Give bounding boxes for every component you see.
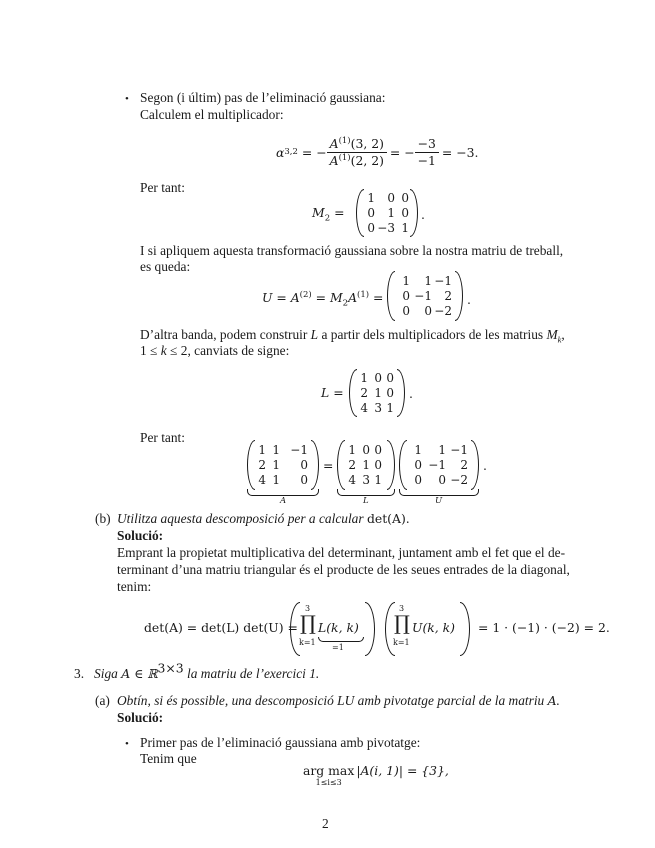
det-paren-2-right xyxy=(460,602,470,656)
l-term-underbrace xyxy=(318,637,364,642)
u-term: U(k, k) xyxy=(412,620,456,635)
a-cell: 4 xyxy=(258,472,266,487)
m2-cell: 0 xyxy=(367,205,375,220)
brace-label-a: A xyxy=(280,496,287,506)
lu-l-cell: 0 xyxy=(362,442,370,457)
lu-l-matrix xyxy=(337,440,395,490)
u-cell: 2 xyxy=(444,288,452,303)
lu-u-cell: −1 xyxy=(428,457,446,472)
part-b-para-3: tenim: xyxy=(117,579,152,594)
l-label: L = xyxy=(321,385,344,400)
part-b-solution-label: Solució: xyxy=(117,528,164,543)
prod-upper-2: 3 xyxy=(399,604,405,613)
l-cell: 0 xyxy=(386,385,394,400)
m2-cell: 1 xyxy=(401,220,409,235)
l-cell: 0 xyxy=(386,370,394,385)
alpha-eq-minus: = − xyxy=(301,144,327,160)
lu-eq: = xyxy=(323,458,334,473)
alpha-result: = −3. xyxy=(441,144,479,160)
lu-l-cell: 3 xyxy=(362,472,370,487)
lu-l-cell: 1 xyxy=(374,472,382,487)
lu-u-cell: 1 xyxy=(438,442,446,457)
m2-cell: 0 xyxy=(401,205,409,220)
l-cell: 0 xyxy=(374,370,382,385)
other-line-2: 1 ≤ k ≤ 2, canviats de signe: xyxy=(140,343,290,358)
apply-line-2: es queda: xyxy=(140,259,191,274)
lu-u-cell: −1 xyxy=(450,442,468,457)
lu-u-matrix xyxy=(399,440,479,490)
alpha-fraction-2: $\frac{-3}{-1}$ xyxy=(415,136,439,169)
other-line-1: D’altra banda, podem construir L a partir dels multiplicadors de les matrius $M_k$, xyxy=(140,327,565,345)
alpha-symbol: α xyxy=(276,144,285,160)
lu-u-cell: 2 xyxy=(460,457,468,472)
apply-line-1: I si apliquem aquesta transformació gaussiana sobre la nostra matriu de treball, xyxy=(140,243,564,258)
l-cell: 1 xyxy=(360,370,368,385)
m2-matrix xyxy=(356,189,418,237)
m2-cell: −3 xyxy=(377,220,395,235)
u-end: . xyxy=(467,292,471,307)
page-number: 2 xyxy=(322,816,329,831)
m2-cell: 1 xyxy=(367,190,375,205)
m2-label: $M_2$ = xyxy=(312,205,345,224)
u-cell: −1 xyxy=(414,288,432,303)
l-end: . xyxy=(409,386,413,401)
det-result: = 1 · (−1) · (−2) = 2. xyxy=(478,620,610,635)
l-cell: 1 xyxy=(386,400,394,415)
part-b-para-2: terminant d’una matriu triangular és el producte de les seues entrades de la diagonal, xyxy=(117,562,570,577)
prod-lower-2: k=1 xyxy=(393,638,410,647)
m2-cell: 0 xyxy=(387,190,395,205)
u-cell: −1 xyxy=(434,273,452,288)
a-cell: −1 xyxy=(290,442,308,457)
lu-l-cell: 0 xyxy=(374,457,382,472)
l-cell: 2 xyxy=(360,385,368,400)
det-paren-1-right xyxy=(365,602,375,656)
m2-cell: 1 xyxy=(387,205,395,220)
a-cell: 1 xyxy=(272,457,280,472)
per-tant-2: Per tant: xyxy=(140,430,185,445)
part-b-para-1: Emprant la propietat multiplicativa del determinant, juntament amb el fet que el de- xyxy=(117,545,566,560)
lu-u-cell: 1 xyxy=(414,442,422,457)
u-cell: 1 xyxy=(402,273,410,288)
underbrace-a xyxy=(247,489,319,496)
m2-cell: 0 xyxy=(401,190,409,205)
alpha-eq-minus-2: = − xyxy=(389,144,415,160)
a-matrix xyxy=(247,440,319,490)
l-cell: 3 xyxy=(374,400,382,415)
u-equation-lhs: $U = A^{(2)} = M_2A^{(1)}$ = xyxy=(262,289,384,309)
u-cell: 0 xyxy=(402,303,410,318)
brace-label-u: U xyxy=(435,496,443,506)
step2-calc-line: Calculem el multiplicador: xyxy=(140,107,284,122)
m2-cell: 0 xyxy=(367,220,375,235)
part-3a-label: (a) xyxy=(95,693,110,708)
u-cell: −2 xyxy=(434,303,452,318)
a-cell: 1 xyxy=(272,472,280,487)
det-paren-1-left xyxy=(290,602,300,656)
lu-u-cell: 0 xyxy=(438,472,446,487)
tenim-que: Tenim que xyxy=(140,751,197,766)
l-term: L(k, k) xyxy=(318,620,359,635)
prod-upper-1: 3 xyxy=(305,604,311,613)
m2-end: . xyxy=(421,207,425,222)
lu-l-cell: 1 xyxy=(362,457,370,472)
alpha-fraction: $\frac{A^{(1)}(3, 2)}{A^{(1)}(2, 2)}$ xyxy=(327,136,387,169)
part-b-label: (b) xyxy=(95,511,111,526)
det-lhs: det(A) = det(L) det(U) = xyxy=(144,620,298,635)
brace-label-l: L xyxy=(363,496,369,506)
argmax-expression: arg max 1≤i≤3 |A(i, 1)| = {3}, xyxy=(303,763,449,787)
prod-symbol-1: ∏ xyxy=(300,611,316,635)
exercise-3-statement: 3. Siga A ∈ ℝ$^{3\times 3}$ la matriu de l’exercici 1. xyxy=(74,660,320,681)
lu-end: . xyxy=(483,458,487,473)
underbrace-u xyxy=(399,489,479,496)
lu-l-cell: 1 xyxy=(348,442,356,457)
part-3a-solution-label: Solució: xyxy=(117,710,164,725)
part-3a-statement: Obtín, si és possible, una descomposició LU amb pivotatge parcial de la matriu A. xyxy=(117,693,560,708)
first-step-title: Primer pas de l’eliminació gaussiana amb pivotatge: xyxy=(140,735,421,750)
a-cell: 1 xyxy=(272,442,280,457)
bullet-icon: • xyxy=(125,93,129,105)
part-b-statement: Utilitza aquesta descomposició per a calcular det(A). xyxy=(117,511,410,526)
prod-lower-1: k=1 xyxy=(299,638,316,647)
u-cell: 0 xyxy=(424,303,432,318)
lu-u-cell: 0 xyxy=(414,472,422,487)
u-cell: 0 xyxy=(402,288,410,303)
l-cell: 4 xyxy=(360,400,368,415)
prod-symbol-2: ∏ xyxy=(394,611,410,635)
a-cell: 2 xyxy=(258,457,266,472)
lu-l-cell: 4 xyxy=(348,472,356,487)
step2-title: Segon (i últim) pas de l’eliminació gaussiana: xyxy=(140,90,386,105)
a-cell: 0 xyxy=(300,457,308,472)
underbrace-l xyxy=(337,489,395,496)
lu-u-cell: 0 xyxy=(414,457,422,472)
alpha-equation: α 3,2 = − $\frac{A^{(1)}(3, 2)}{A^{(1)}(2, 2)}$ = − $\frac{-3}{-1}$ = −3. xyxy=(276,135,479,168)
u-cell: 1 xyxy=(424,273,432,288)
a-cell: 0 xyxy=(300,472,308,487)
l-matrix xyxy=(349,369,405,417)
a-cell: 1 xyxy=(258,442,266,457)
lu-l-cell: 0 xyxy=(374,442,382,457)
lu-u-cell: −2 xyxy=(450,472,468,487)
l-term-under: =1 xyxy=(332,643,344,652)
per-tant-1: Per tant: xyxy=(140,180,185,195)
l-cell: 1 xyxy=(374,385,382,400)
lu-l-cell: 2 xyxy=(348,457,356,472)
bullet-icon: • xyxy=(125,738,129,750)
u-matrix xyxy=(387,271,463,321)
